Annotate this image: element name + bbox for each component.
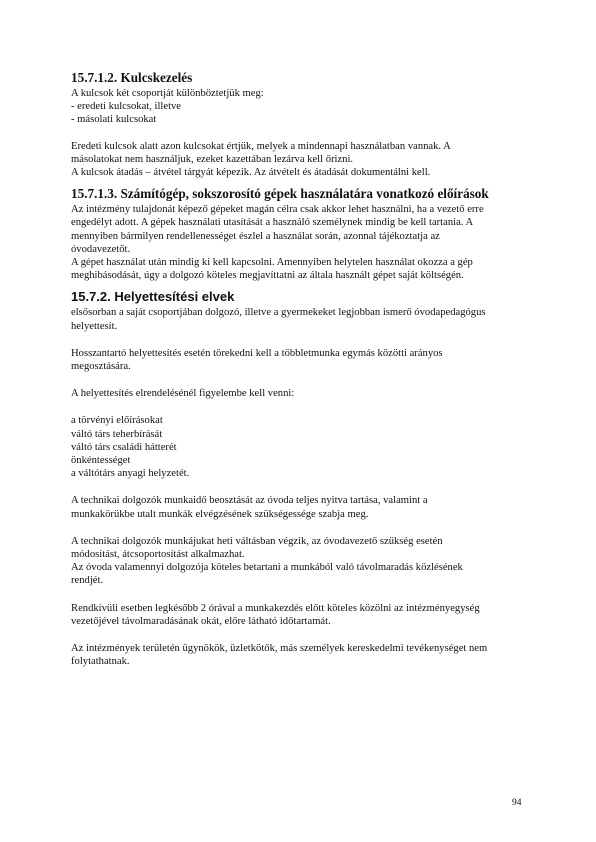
line: Az intézmények területén ügynökök, üzletkötők, más személyek kereskedelmi tevékenységet nem — [71, 643, 488, 655]
line: A technikai dolgozók munkájukat heti váltásban végzik, az óvodavezető szükség esetén — [71, 535, 443, 547]
line: Rendkívüli esetben legkésőbb 2 órával a munkakezdés előtt köteles közölni az intézményegység — [71, 602, 480, 614]
line: A kulcsok két csoportját különböztetjük meg: — [71, 88, 264, 99]
list-item: a váltótárs anyagi helyzetét. — [71, 468, 190, 480]
line: folytathatnak. — [71, 656, 130, 668]
line: mennyiben bármilyen rendellenességet észlel a használat során, azonnal tájékoztatja az — [71, 230, 440, 242]
line: A kulcsok átadás – átvétel tárgyát képezik. Az átvételt és átadását dokumentálni kell. — [71, 167, 431, 179]
heading-gepek: 15.7.1.3. Számítógép, sokszorosító gépek használatára vonatkozó előírások — [71, 186, 489, 202]
line: Az óvoda valamennyi dolgozója köteles betartani a munkából való távolmaradás közlésének — [71, 562, 463, 574]
line: helyettesít. — [71, 320, 118, 332]
line: elsősorban a saját csoportjában dolgozó, illetve a gyermekeket legjobban ismerő óvodapedagógus — [71, 307, 486, 319]
heading-kulcskezeles: 15.7.1.2. Kulcskezelés — [71, 70, 193, 85]
page-content — [71, 70, 551, 669]
list-item: - eredeti kulcsokat, illetve — [71, 101, 182, 113]
list-item: - másolati kulcsokat — [71, 114, 157, 126]
list-item: önkéntességet — [71, 455, 131, 467]
line: munkakörükbe utalt munkák elvégzésének szükségessége szabja meg. — [71, 508, 369, 520]
line: engedélyt adott. A gépek használati utasítását a használó személynek mindig be kell tartania. A — [71, 217, 474, 229]
line: Az intézmény tulajdonát képező gépeket magán célra csak akkor lehet használni, ha a vezető erre — [71, 204, 484, 216]
line: módosítást, átcsoportosítást alkalmazhat. — [71, 549, 245, 561]
line: meghibásodását, úgy a dolgozó köteles megjavíttatni az általa használt gépet saját költségén. — [71, 270, 464, 282]
list-item: váltó társ teherbírását — [71, 428, 163, 440]
line: A gépet használat után mindig ki kell kapcsolni. Amennyiben helytelen használat okozza a gép — [71, 257, 473, 269]
page-number: 94 — [512, 798, 522, 808]
line: rendjét. — [71, 575, 104, 587]
line: vezetőjével távolmaradásának okát, előre látható időtartamát. — [71, 615, 331, 627]
line: másolatokat nem használjuk, ezeket kazettában lezárva kell őrizni. — [71, 153, 354, 165]
line: óvodavezetőt. — [71, 243, 131, 255]
list-item: a törvényi előírásokat — [71, 415, 163, 427]
line: Hosszantartó helyettesítés esetén törekedni kell a többletmunka egymás közötti arányos — [71, 347, 443, 359]
line: megosztására. — [71, 361, 131, 373]
line: Eredeti kulcsok alatt azon kulcsokat értjük, melyek a mindennapi használatban vannak. A — [71, 140, 451, 152]
line: A technikai dolgozók munkaidő beosztását az óvoda teljes nyitva tartása, valamint a — [71, 495, 428, 507]
heading-helyettesitesi-elvek: 15.7.2. Helyettesítési elvek — [71, 289, 235, 305]
list-item: váltó társ családi hátterét — [71, 441, 177, 453]
line: A helyettesítés elrendelésénél figyelembe kell venni: — [71, 388, 295, 400]
